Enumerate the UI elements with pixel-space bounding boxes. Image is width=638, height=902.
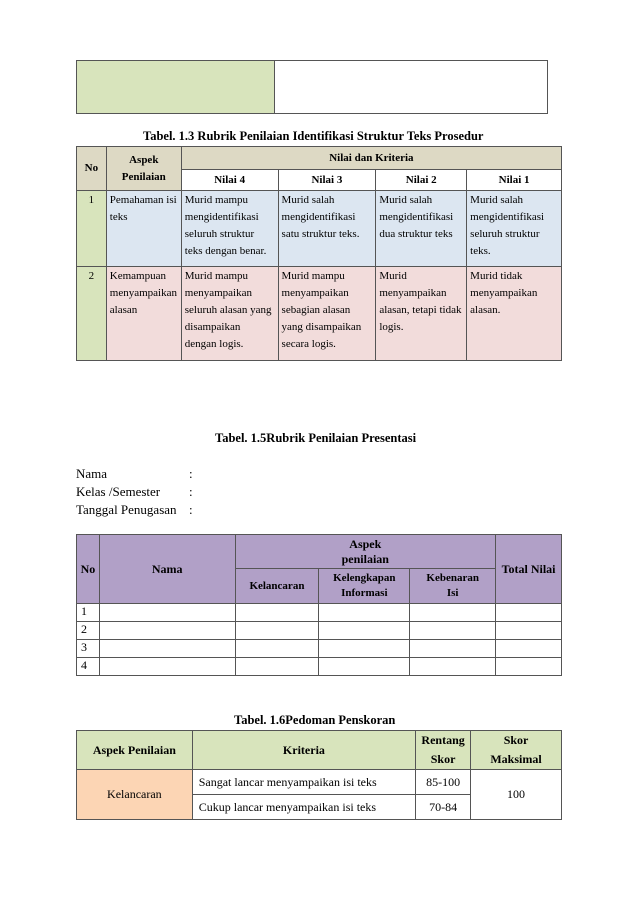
form-tanggal-label: Tanggal Penugasan (76, 502, 177, 517)
pedoman-header-aspek: Aspek Penilaian (77, 731, 193, 770)
form-colon: : (189, 502, 193, 517)
present-cell (235, 604, 319, 622)
present-header-kelancaran: Kelancaran (235, 569, 319, 604)
pedoman-header-rentang-text: Rentang Skor (421, 733, 465, 766)
rubric-table (76, 146, 562, 361)
present-row-no: 2 (77, 622, 100, 640)
form-kelas (76, 484, 193, 500)
present-cell (319, 622, 410, 640)
present-row-no: 1 (77, 604, 100, 622)
form-tanggal (76, 502, 193, 518)
present-row-no: 3 (77, 640, 100, 658)
present-cell (496, 622, 562, 640)
table-row (77, 770, 562, 795)
present-cell (410, 622, 496, 640)
present-cell (496, 658, 562, 676)
pedoman-rentang: 85-100 (416, 770, 471, 795)
rubric-row-nilai3: Murid mampu menyampaikan sebagian alasan yang disampaikan secara logis. (278, 267, 376, 361)
form-kelas-label: Kelas /Semester (76, 484, 161, 499)
present-cell (99, 604, 235, 622)
table-row (77, 604, 562, 622)
present-cell (235, 658, 319, 676)
table-row (77, 658, 562, 676)
present-header-nama: Nama (99, 535, 235, 604)
form-colon: : (189, 484, 193, 499)
present-cell (496, 604, 562, 622)
presentation-table (76, 534, 562, 676)
pedoman-header-skor (471, 731, 562, 770)
rubric-header-nilai3: Nilai 3 (278, 170, 376, 191)
pedoman-table (76, 730, 562, 820)
previous-table-fragment (76, 60, 548, 114)
presentation-caption: Tabel. 1.5Rubrik Penilaian Presentasi (215, 431, 417, 445)
pedoman-caption: Tabel. 1.6Pedoman Penskoran (234, 713, 396, 727)
form-colon: : (189, 466, 193, 481)
pedoman-header-rentang (416, 731, 471, 770)
rubric-row-nilai2: Murid salah mengidentifikasi dua struktur teks (376, 191, 467, 267)
present-cell (99, 622, 235, 640)
pedoman-header-kriteria: Kriteria (192, 731, 415, 770)
present-header-total: Total Nilai (496, 535, 562, 604)
rubric-header-nilai1: Nilai 1 (467, 170, 562, 191)
present-cell (235, 640, 319, 658)
present-cell (410, 604, 496, 622)
rubric-row-nilai2: Murid menyampaikan alasan, tetapi tidak logis. (376, 267, 467, 361)
table-row (77, 640, 562, 658)
pedoman-header-skor-text: Skor Maksimal (490, 733, 542, 766)
rubric-row-aspek: Kemampuan menyampaikan alasan (106, 267, 181, 361)
present-header-no: No (77, 535, 100, 604)
fragment-cell-green (77, 61, 275, 114)
present-cell (99, 658, 235, 676)
rubric-header-no: No (77, 147, 107, 191)
present-header-kelengkapan: Kelengkapan Informasi (319, 569, 410, 604)
pedoman-rentang: 70-84 (416, 795, 471, 820)
present-cell (410, 640, 496, 658)
rubric-header-nilai2: Nilai 2 (376, 170, 467, 191)
pedoman-kriteria: Cukup lancar menyampaikan isi teks (192, 795, 415, 820)
present-cell (319, 604, 410, 622)
present-row-no: 4 (77, 658, 100, 676)
present-cell (319, 658, 410, 676)
present-cell (496, 640, 562, 658)
present-cell (410, 658, 496, 676)
rubric-row-aspek: Pemahaman isi teks (106, 191, 181, 267)
pedoman-kriteria: Sangat lancar menyampaikan isi teks (192, 770, 415, 795)
rubric-row-nilai3: Murid salah mengidentifikasi satu struktur teks. (278, 191, 376, 267)
present-header-kebenaran (410, 569, 496, 604)
rubric-caption: Tabel. 1.3 Rubrik Penilaian Identifikasi Struktur Teks Prosedur (143, 129, 484, 143)
rubric-row-nilai1: Murid salah mengidentifikasi seluruh struktur teks. (467, 191, 562, 267)
form-nama-label: Nama (76, 466, 108, 481)
fragment-cell-white (275, 61, 548, 114)
table-row (77, 191, 562, 267)
present-cell (235, 622, 319, 640)
present-header-aspek-text: Aspek penilaian (341, 536, 389, 566)
rubric-row-nilai4: Murid mampu menyampaikan seluruh alasan yang disampaikan dengan logis. (181, 267, 278, 361)
pedoman-aspek-kelancaran: Kelancaran (77, 770, 193, 820)
rubric-header-aspek: Aspek Penilaian (106, 147, 181, 191)
present-header-aspek (235, 535, 496, 569)
table-row (77, 622, 562, 640)
rubric-row-nilai4: Murid mampu mengidentifikasi seluruh struktur teks dengan benar. (181, 191, 278, 267)
present-cell (319, 640, 410, 658)
rubric-row-no: 2 (77, 267, 107, 361)
pedoman-skor-maksimal: 100 (471, 770, 562, 820)
form-nama (76, 466, 193, 482)
rubric-row-nilai1: Murid tidak menyampaikan alasan. (467, 267, 562, 361)
present-header-kebenaran-text: Kebenaran Isi (426, 572, 479, 599)
rubric-header-nilai-kriteria: Nilai dan Kriteria (181, 147, 561, 170)
rubric-row-no: 1 (77, 191, 107, 267)
rubric-header-nilai4: Nilai 4 (181, 170, 278, 191)
table-row (77, 267, 562, 361)
present-cell (99, 640, 235, 658)
